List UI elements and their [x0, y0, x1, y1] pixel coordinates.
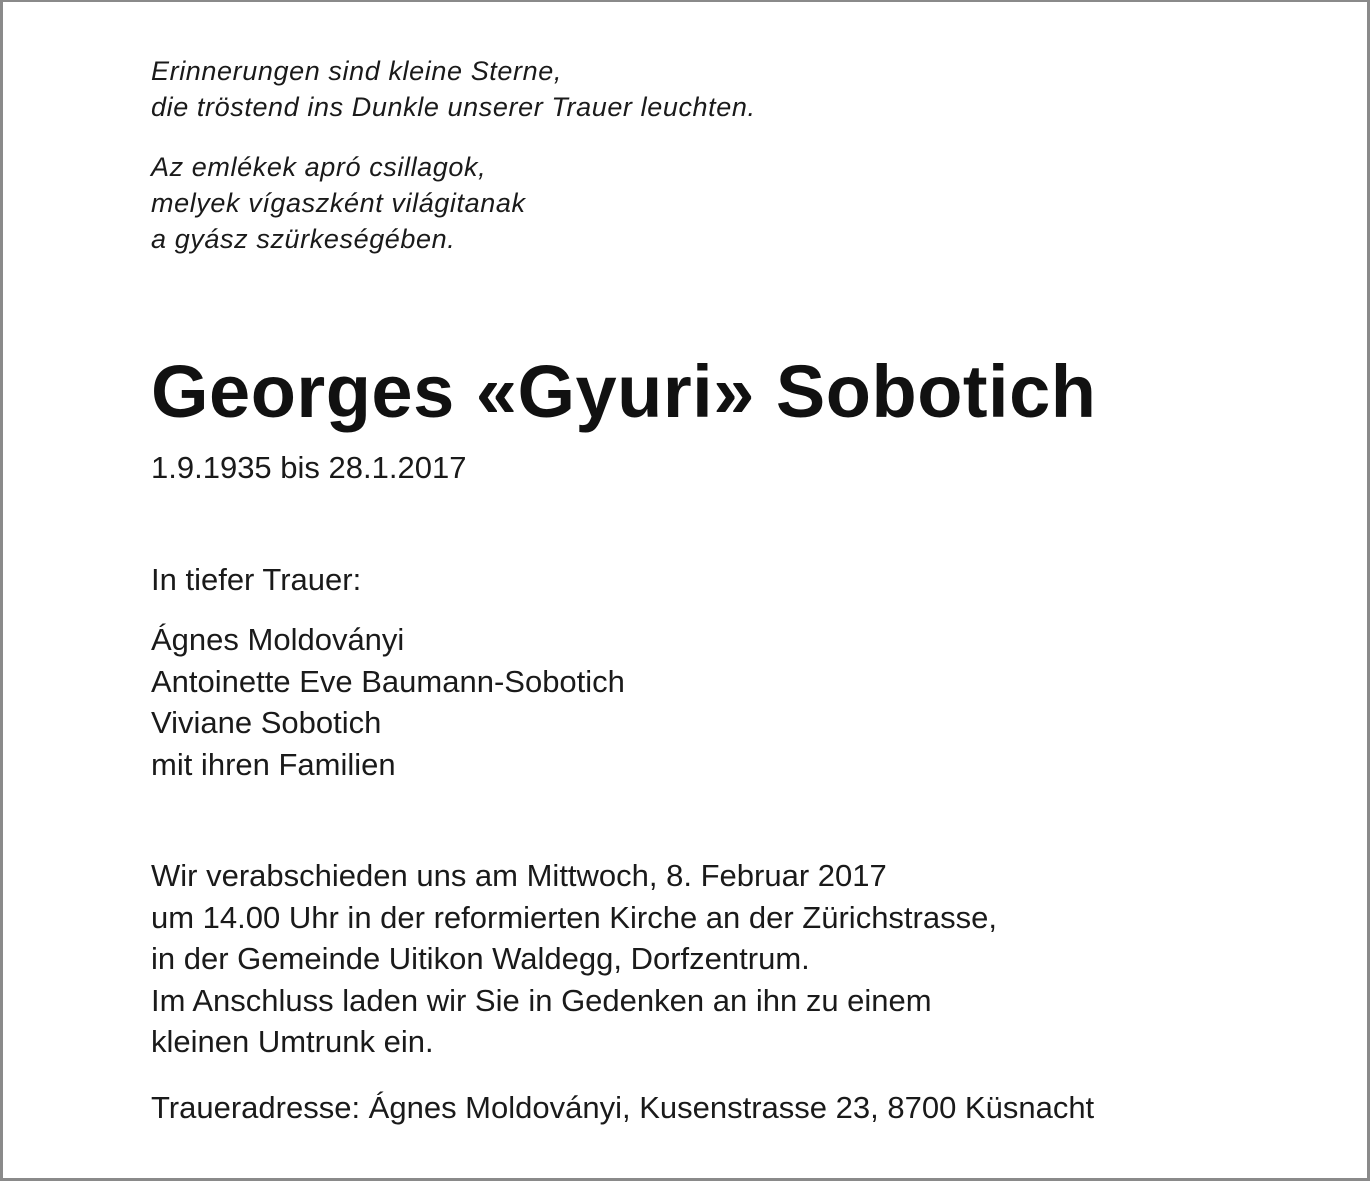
mourner-name: Ágnes Moldoványi: [151, 622, 405, 657]
poem-hungarian-line: Az emlékek apró csillagok,: [151, 152, 487, 182]
life-dates: 1.9.1935 bis 28.1.2017: [151, 450, 467, 485]
service-info-line: in der Gemeinde Uitikon Waldegg, Dorfzentrum.: [151, 941, 810, 976]
mourner-name: Viviane Sobotich: [151, 705, 382, 740]
service-info-line: um 14.00 Uhr in der reformierten Kirche an der Zürichstrasse,: [151, 899, 997, 935]
mourner-families: mit ihren Familien: [151, 746, 396, 782]
service-info-line: kleinen Umtrunk ein.: [151, 1024, 434, 1059]
poem-hungarian-line: melyek vígaszként világitanak: [151, 188, 526, 218]
poem-hungarian-line: a gyász szürkeségében.: [151, 224, 456, 254]
mourner-name: Antoinette Eve Baumann-Sobotich: [151, 663, 625, 699]
poem-german-line: die tröstend ins Dunkle unserer Trauer leuchten.: [151, 92, 756, 122]
service-info-line: Wir verabschieden uns am Mittwoch, 8. Februar 2017: [151, 858, 887, 893]
mourning-address: Traueradresse: Ágnes Moldoványi, Kusenstrasse 23, 8700 Küsnacht: [151, 1090, 1095, 1125]
poem-german-line: Erinnerungen sind kleine Sterne,: [151, 56, 562, 86]
deceased-name: Georges «Gyuri» Sobotich: [151, 350, 1097, 433]
mourning-label: In tiefer Trauer:: [151, 562, 362, 597]
poem-german: [151, 53, 756, 125]
poem-hungarian: [151, 149, 526, 257]
mourners-list: [151, 619, 625, 785]
service-info-line: Im Anschluss laden wir Sie in Gedenken an ihn zu einem: [151, 982, 932, 1018]
service-info: [151, 855, 997, 1063]
